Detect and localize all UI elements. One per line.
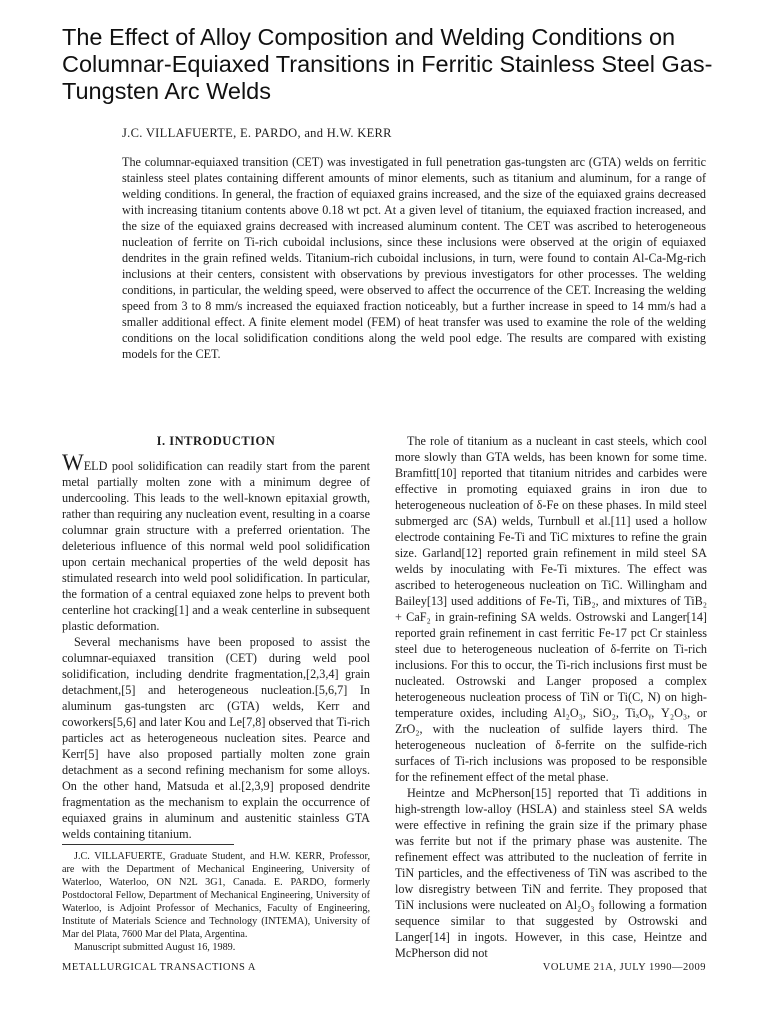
author-footnote [62, 850, 370, 954]
footer-volume-page: VOLUME 21A, JULY 1990—2009 [542, 962, 706, 973]
author-list: J.C. VILLAFUERTE, E. PARDO, and H.W. KERR [122, 126, 392, 140]
footnote-manuscript-date: Manuscript submitted August 16, 1989. [74, 942, 236, 953]
intro-paragraph-2: Several mechanisms have been proposed to assist the columnar-equiaxed transition (CET) during weld pool solidification, including dendrite fragmentation,[2,3,4] grain detachment,[5] and heterogeneous nucleation.[5,6,7] In aluminum gas-tungsten arc (GTA) welds, Kerr and coworkers[5,6] and later Kou and Le[7,8] observed that Ti-rich particles act as heterogeneous nucleation sites. Pearce and Kerr[5] have also proposed partially molten zone grain detachment as a second refining mechanism for some alloys. On the other hand, Matsuda et al.[2,3,9] proposed dendrite fragmentation as the mechanism to explain the occurrence of equiaxed grains in aluminum and austenitic stainless GTA welds containing titanium. [62, 635, 370, 841]
footer-journal-name: METALLURGICAL TRANSACTIONS A [62, 962, 256, 973]
left-column [62, 433, 370, 842]
footnote-affiliations: J.C. VILLAFUERTE, Graduate Student, and H.W. KERR, Professor, are with the Department of Mechanical Engineering, University of Waterloo, Waterloo, ON N2L 3G1, Canada. E. PARDO, formerly Postdoctoral Fellow, Department of Mechanical Engineering, University of Waterloo, is Adjoint Professor of Mechanics, Faculty of Engineering, Institute of Materials Science and Technology (INTEMA), University of Mar del Plata, 7600 Mar del Plata, Argentina. [62, 851, 370, 940]
intro-paragraph-1-text: ELD pool solidification can readily start from the parent metal partially molten zone with a minimum degree of undercooling. This leads to the well-known epitaxial growth, rather than requiring any nucleation event, resulting in a coarse columnar grain structure with a preferred orientation. The deleterious influence of this normal weld pool solidification upon certain mechanical properties of the weld deposit has stimulated research into weld pool solidification. In particular, the formation of a central equiaxed zone helps to prevent both centerline hot cracking[1] and a weak centerline in subsequent plastic deformation. [62, 459, 370, 633]
right-paragraph-1: The role of titanium as a nucleant in cast steels, which cool more slowly than GTA welds, has been known for some time. Bramfitt[10] reported that titanium nitrides and carbides were effective in promoting equiaxed grains in iron due to heterogeneous nucleation of δ-Fe on these phases. In mild steel submerged arc (SA) welds, Turnbull et al.[11] used a hollow electrode containing Fe-Ti and TiC mixtures to refine the grain size. Garland[12] reported grain refinement in mild steel SA welds by inoculating with Fe-Ti mixtures. The effect was ascribed to heterogeneous nucleation on TiC. Willingham and Bailey[13] used additions of Fe-Ti, TiB₂, and mixtures of TiB₂ + CaF₂ in grain-refining SA welds. Ostrowski and Langer[14] reported grain refinement in cast ferritic Fe-17 pct Cr stainless steel due to heterogeneous nucleation of δ-ferrite on Ti-rich inclusions. For this to occur, the Ti-rich inclusions first must be nucleated. Ostrowski and Langer proposed a complex heterogeneous nucleation process of TiN or Ti(C, N) on high-temperature oxides, including Al₂O₃, SiO₂, TiₓOᵧ, Y₂O₃, or ZrO₂, with the nucleation of sulfide layers third. The heterogeneous nucleation of δ-ferrite on the sulfide-rich surfaces of Ti-rich inclusions was proposed to be responsible for the refinement effect of the metal phase. [395, 434, 707, 784]
section-heading-introduction: I. INTRODUCTION [156, 434, 276, 448]
footnote-divider [62, 844, 234, 845]
right-paragraph-2: Heintze and McPherson[15] reported that Ti additions in high-strength low-alloy (HSLA) and stainless steel SA welds were effective in refining the grain size if the primary phase was ferrite but not if the primary phase was austenite. The refinement effect was attributed to the nucleation of ferrite in TiN particles, and the effectiveness of TiN was ascribed to the low disregistry between TiN and ferrite. They proposed that TiN inclusions were nucleated on Al₂O₃ following a formation sequence similar to that suggested by Ostrowski and Langer[14] in ingots. However, in this case, Heintze and McPherson did not [395, 786, 707, 960]
article-title: The Effect of Alloy Composition and Welding Conditions on Columnar-Equiaxed Transitions in Ferritic Stainless Steel Gas-Tungsten Arc Welds [62, 24, 713, 104]
abstract: The columnar-equiaxed transition (CET) was investigated in full penetration gas-tungsten arc (GTA) welds on ferritic stainless steel plates containing different amounts of minor elements, such as titanium and aluminum, for a range of welding conditions. In general, the fraction of equiaxed grains increased, and the size of the equiaxed grains decreased with increasing titanium contents above 0.18 wt pct. At a given level of titanium, the equiaxed fraction increased, and the size of the equiaxed grains decreased with increased aluminum content. The CET was ascribed to heterogeneous nucleation of ferrite on Ti-rich cuboidal inclusions, since these inclusions were observed at the origin of equiaxed dendrites in the grain refined welds. Titanium-rich cuboidal inclusions, in turn, were found to contain Al-Ca-Mg-rich inclusions at their centers, consistent with observations by previous investigators for other processes. The welding conditions, in particular, the welding speed, were observed to affect the occurrence of the CET. Increasing the welding speed from 3 to 8 mm/s increased the equiaxed fraction noticeably, but a further increase in speed to 14 mm/s had a smaller additional effect. A finite element model (FEM) of heat transfer was used to examine the role of the welding conditions on the local solidification conditions along the weld pool edge. The results are compared with existing models for the CET. [122, 155, 706, 361]
intro-paragraph-1 [62, 450, 370, 634]
right-column [395, 433, 707, 961]
drop-cap: W [62, 450, 84, 475]
